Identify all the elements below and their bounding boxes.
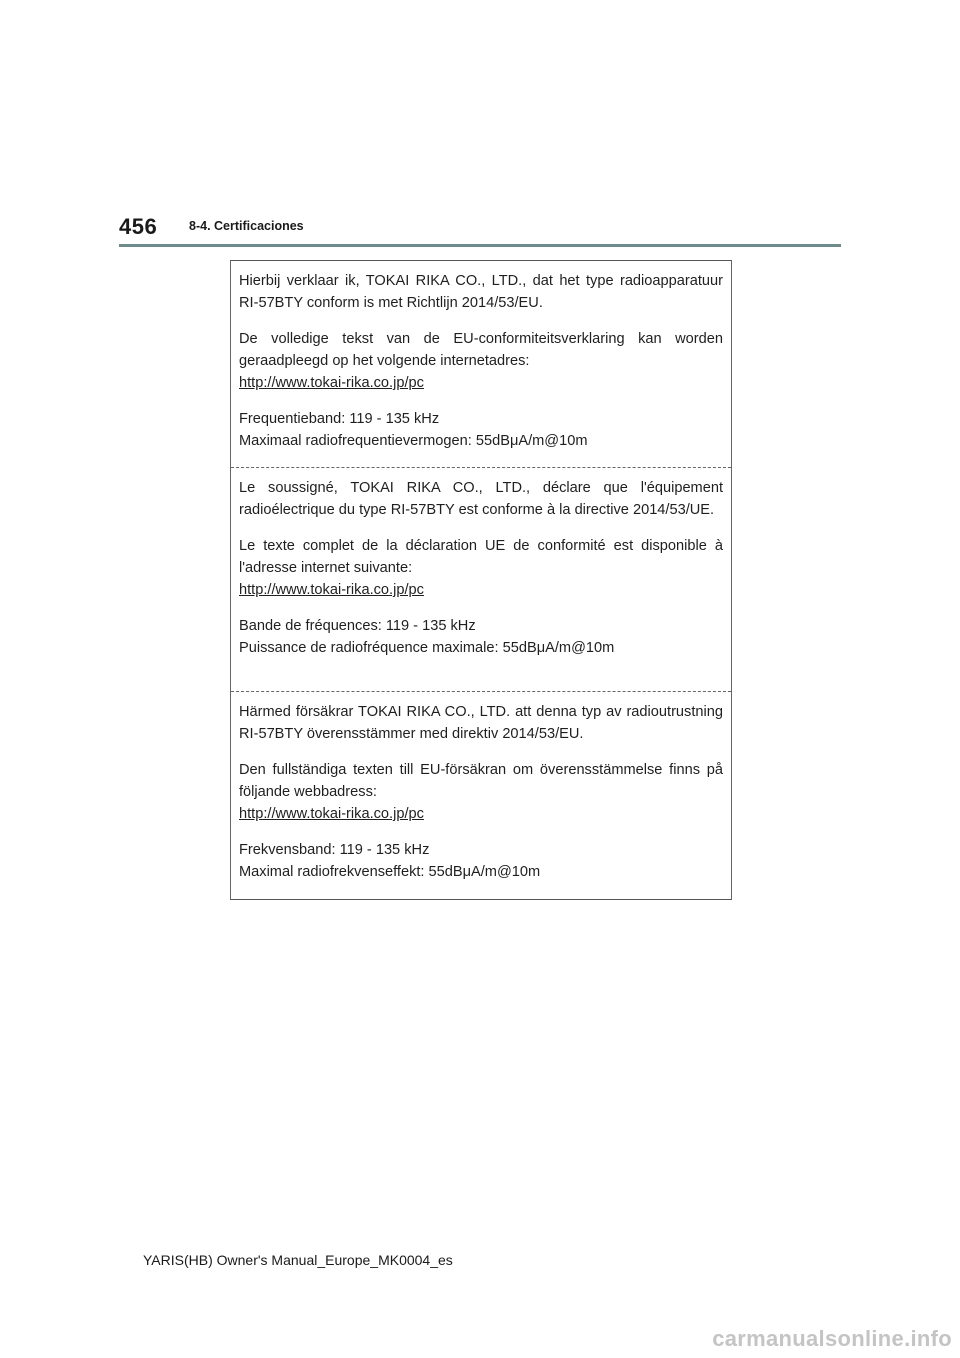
header-divider — [119, 244, 841, 247]
frequency-band: Frekvensband: 119 - 135 kHz — [239, 842, 430, 858]
max-power: Maximal radiofrekvenseffekt: 55dBμA/m@10m — [239, 864, 541, 880]
frequency-band: Frequentieband: 119 - 135 kHz — [239, 411, 440, 427]
radio-specs — [239, 408, 723, 452]
declaration-url[interactable]: http://www.tokai-rika.co.jp/pc — [239, 582, 424, 598]
certification-block-swedish — [231, 691, 731, 899]
manual-footer: YARIS(HB) Owner's Manual_Europe_MK0004_es — [143, 1252, 453, 1268]
full-text-notice — [239, 759, 723, 825]
certification-block-dutch — [231, 261, 731, 467]
full-text-notice — [239, 535, 723, 601]
declaration-url[interactable]: http://www.tokai-rika.co.jp/pc — [239, 375, 424, 391]
full-text-sentence: Le texte complet de la déclaration UE de conformité est disponible à l'adresse internet suivante: — [239, 538, 723, 576]
section-title: 8-4. Certificaciones — [189, 219, 304, 233]
certification-box — [230, 260, 732, 900]
radio-specs — [239, 839, 723, 883]
declaration-text: Hierbij verklaar ik, TOKAI RIKA CO., LTD., dat het type radioapparatuur RI-57BTY conform is met Richtlijn 2014/53/EU. — [239, 273, 723, 311]
certification-block-french — [231, 467, 731, 691]
declaration-url[interactable]: http://www.tokai-rika.co.jp/pc — [239, 806, 424, 822]
declaration-text: Le soussigné, TOKAI RIKA CO., LTD., déclare que l'équipement radioélectrique du type RI-57BTY est conforme à la directive 2014/53/UE. — [239, 480, 723, 518]
radio-specs — [239, 615, 723, 659]
full-text-notice — [239, 328, 723, 394]
declaration-text: Härmed försäkrar TOKAI RIKA CO., LTD. att denna typ av radioutrustning RI-57BTY överensstämmer med direktiv 2014/53/EU. — [239, 704, 723, 742]
full-text-sentence: De volledige tekst van de EU-conformiteitsverklaring kan worden geraadpleegd op het volgende internetadres: — [239, 331, 723, 369]
site-watermark: carmanualsonline.info — [712, 1326, 952, 1351]
max-power: Puissance de radiofréquence maximale: 55dBμA/m@10m — [239, 640, 615, 656]
full-text-sentence: Den fullständiga texten till EU-försäkran om överensstämmelse finns på följande webbadress: — [239, 762, 723, 800]
frequency-band: Bande de fréquences: 119 - 135 kHz — [239, 618, 476, 634]
page-number: 456 — [119, 214, 158, 239]
max-power: Maximaal radiofrequentievermogen: 55dBμA/m@10m — [239, 433, 588, 449]
